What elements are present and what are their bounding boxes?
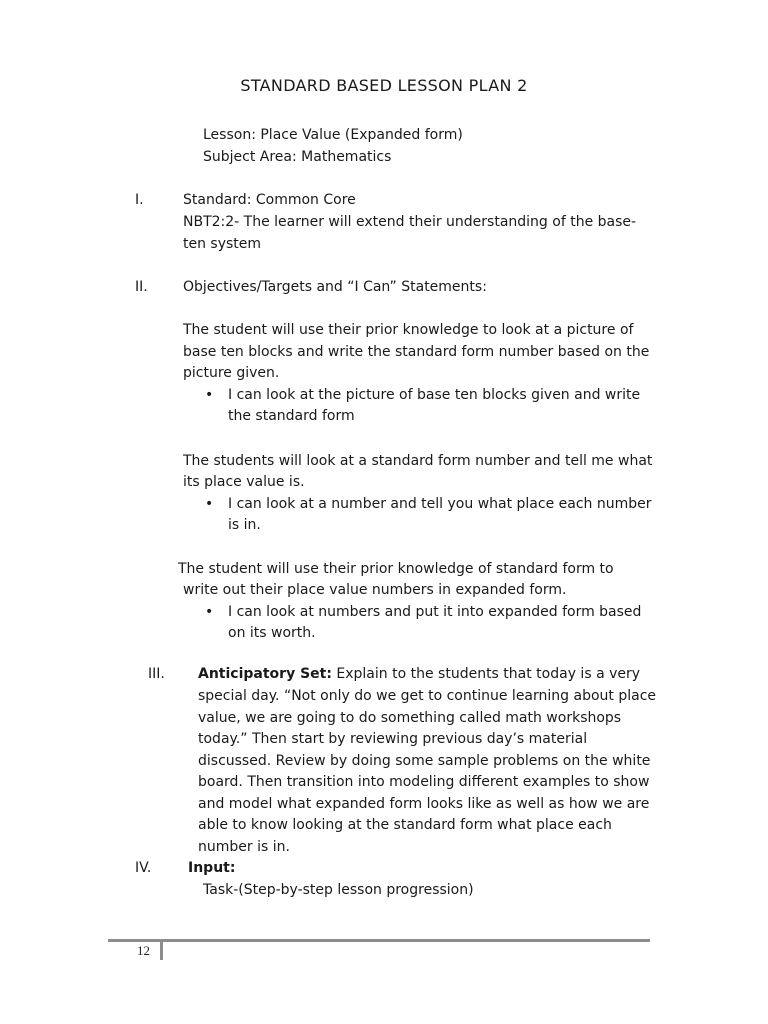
bullet-dot: • xyxy=(205,604,214,620)
section-3-line: and model what expanded form looks like as well as how we are xyxy=(198,796,650,812)
i-can-statement-line: I can look at the picture of base ten blocks given and write xyxy=(228,387,641,403)
section-3-line: discussed. Review by doing some sample problems on the white xyxy=(198,753,651,769)
subject-line: Subject Area: Mathematics xyxy=(203,149,392,165)
i-can-statement-line: I can look at numbers and put it into expanded form based xyxy=(228,604,642,620)
section-3-heading: Anticipatory Set: xyxy=(198,666,332,682)
bullet-dot: • xyxy=(205,387,214,403)
objective-2-line: its place value is. xyxy=(183,474,305,490)
section-4-heading: Input: xyxy=(188,860,236,876)
section-4-line: Task-(Step-by-step lesson progression) xyxy=(203,882,474,898)
section-1-line: ten system xyxy=(183,236,262,252)
i-can-statement-line: on its worth. xyxy=(228,625,316,641)
i-can-statement-line: the standard form xyxy=(228,408,355,424)
section-1-numeral: I. xyxy=(135,192,144,208)
section-3-line: today.” Then start by reviewing previous day’s material xyxy=(198,731,588,747)
section-3-first-line xyxy=(198,664,640,686)
i-can-statement-line: is in. xyxy=(228,517,261,533)
objective-3-line: The student will use their prior knowledge of standard form to xyxy=(178,561,614,577)
section-3-line: value, we are going to do something called math workshops xyxy=(198,710,622,726)
lesson-line: Lesson: Place Value (Expanded form) xyxy=(203,127,463,143)
section-2-heading: Objectives/Targets and “I Can” Statements: xyxy=(183,279,487,295)
page-number: 12 xyxy=(137,943,150,958)
objective-1-line: picture given. xyxy=(183,365,280,381)
section-3-line: board. Then transition into modeling different examples to show xyxy=(198,774,650,790)
bullet-dot: • xyxy=(205,496,214,512)
objective-3-line: write out their place value numbers in expanded form. xyxy=(183,582,567,598)
objective-1-line: The student will use their prior knowledge to look at a picture of xyxy=(183,322,634,338)
footer-vertical-divider xyxy=(160,941,163,960)
section-1-line: NBT2:2- The learner will extend their understanding of the base- xyxy=(183,214,637,230)
section-4-numeral: IV. xyxy=(135,860,152,876)
section-2-numeral: II. xyxy=(135,279,148,295)
section-3-line: able to know looking at the standard form what place each xyxy=(198,817,612,833)
footer-divider xyxy=(108,939,650,942)
section-1-heading: Standard: Common Core xyxy=(183,192,356,208)
objective-2-line: The students will look at a standard form number and tell me what xyxy=(183,453,653,469)
section-3-line: number is in. xyxy=(198,839,290,855)
section-3-first-line-text: Explain to the students that today is a very xyxy=(331,666,641,682)
page-title: STANDARD BASED LESSON PLAN 2 xyxy=(240,76,528,95)
section-3-numeral: III. xyxy=(148,666,165,682)
i-can-statement-line: I can look at a number and tell you what place each number xyxy=(228,496,652,512)
section-3-line: special day. “Not only do we get to continue learning about place xyxy=(198,688,657,704)
objective-1-line: base ten blocks and write the standard form number based on the xyxy=(183,344,650,360)
